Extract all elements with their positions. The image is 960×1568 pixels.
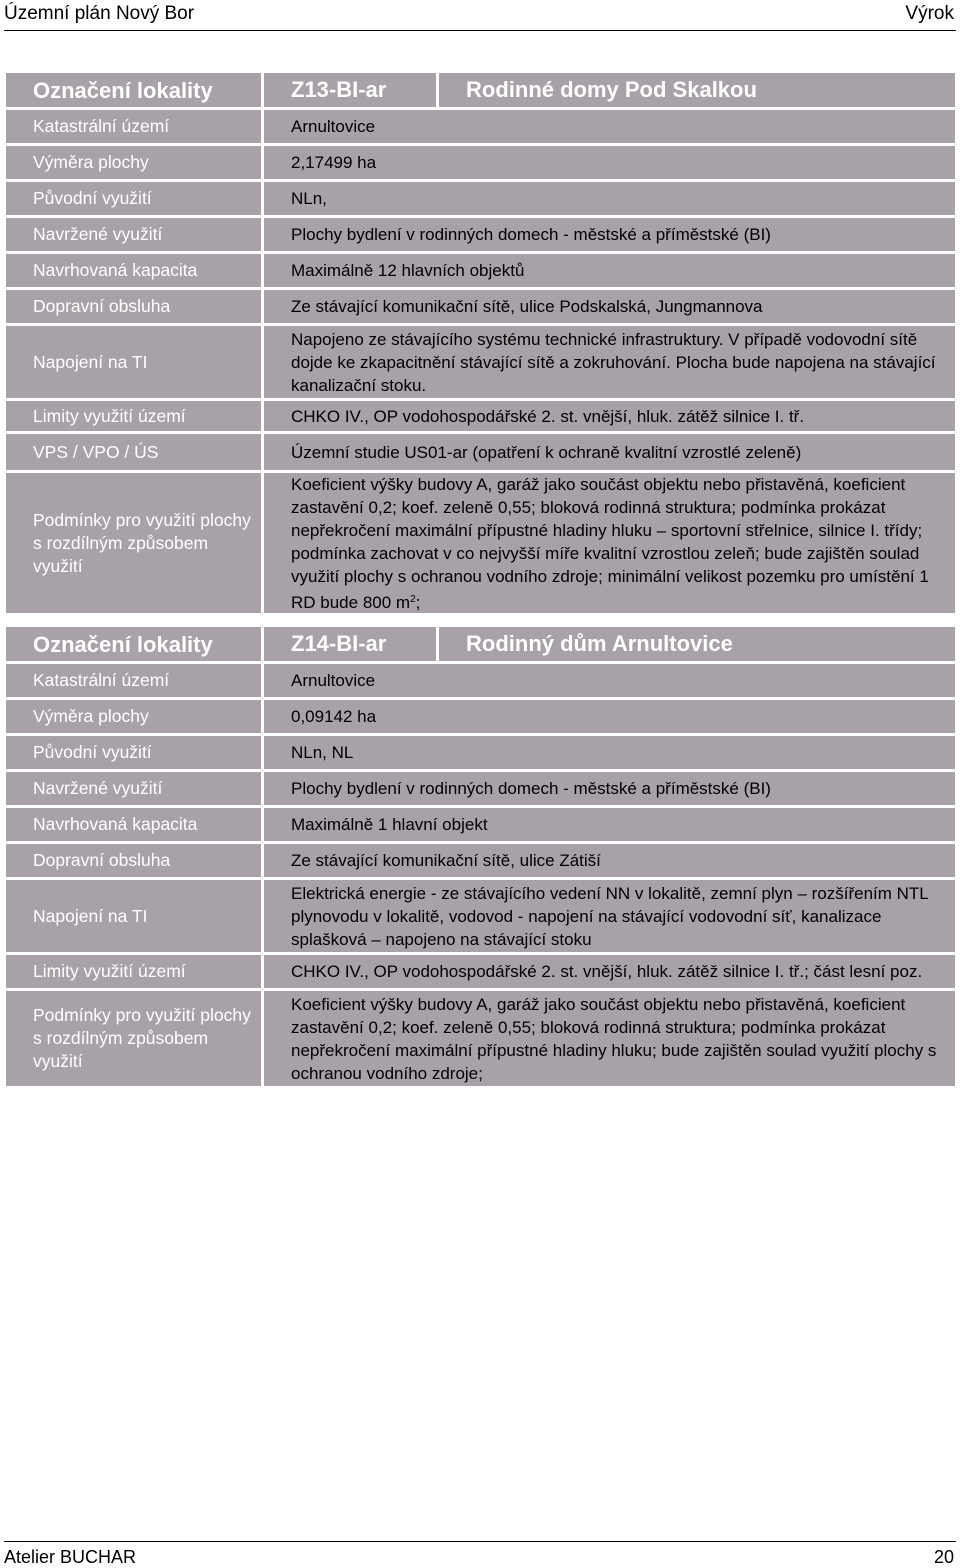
row-label: Limity využití území [6, 401, 261, 431]
row-label: Původní využití [6, 736, 261, 769]
company-name: Atelier BUCHAR [4, 1547, 137, 1567]
row-label: Podmínky pro využití plochy s rozdílným způsobem využití [6, 991, 261, 1086]
locality-name: Rodinný dům Arnultovice [439, 627, 955, 661]
table-row [6, 401, 955, 431]
table-row [6, 772, 955, 805]
locality-code: Z13-BI-ar [264, 73, 436, 107]
row-label: Dopravní obsluha [6, 290, 261, 323]
locality-table-z14 [6, 627, 955, 1089]
table-row [6, 434, 955, 470]
superscript: 2 [410, 593, 416, 605]
row-value: Plochy bydlení v rodinných domech - městské a příměstské (BI) [264, 218, 955, 251]
row-label: Navržené využití [6, 218, 261, 251]
table-row [6, 808, 955, 841]
row-label: Výměra plochy [6, 146, 261, 179]
row-value: Územní studie US01-ar (opatření k ochraně kvalitní vzrostlé zeleně) [264, 434, 955, 470]
row-value: Maximálně 1 hlavní objekt [264, 808, 955, 841]
title-row [6, 73, 955, 107]
row-label: Katastrální území [6, 110, 261, 143]
row-value: CHKO IV., OP vodohospodářské 2. st. vnější, hluk. zátěž silnice I. tř.; část lesní poz. [264, 955, 955, 988]
locality-table-z13 [6, 73, 955, 616]
row-value: Plochy bydlení v rodinných domech - městské a příměstské (BI) [264, 772, 955, 805]
table-row [6, 110, 955, 143]
row-label: Napojení na TI [6, 326, 261, 398]
table-row [6, 218, 955, 251]
table-row [6, 844, 955, 877]
table-row [6, 473, 955, 613]
row-label: Navržené využití [6, 772, 261, 805]
table-row [6, 991, 955, 1086]
title-row [6, 627, 955, 661]
row-label: Původní využití [6, 182, 261, 215]
title-label: Označení lokality [6, 73, 261, 107]
row-value: Elektrická energie - ze stávajícího vedení NN v lokalitě, zemní plyn – rozšířením NTL plynovodu v lokalitě, vodovod - napojení na stávající vodovodní síť, kanalizace splašková – napojeno na stávající stoku [264, 880, 955, 952]
table-row [6, 254, 955, 287]
row-value-text: Koeficient výšky budovy A, garáž jako součást objektu nebo přistavěná, koeficient zastavění 0,2; koef. zeleně 0,55; bloková rodinná struktura; podmínka prokázat nepřekročení maximální přípustné hladiny hluku – sportovní střelnice, silnice I. třídy; podmínka zachovat v co nejvyšší míře kvalitní vzrostlou zeleň; bude zajištěn soulad využití plochy s ochranou vodního zdroje; minimální velikost pozemku pro umístění 1 RD bude 800 m [291, 474, 929, 612]
table-row [6, 326, 955, 398]
row-label: Navrhovaná kapacita [6, 808, 261, 841]
table-row [6, 880, 955, 952]
row-value: Ze stávající komunikační sítě, ulice Zátiší [264, 844, 955, 877]
row-label: VPS / VPO / ÚS [6, 434, 261, 470]
row-value: Arnultovice [264, 110, 955, 143]
section-name: Výrok [905, 3, 954, 24]
row-value: CHKO IV., OP vodohospodářské 2. st. vnější, hluk. zátěž silnice I. tř. [264, 401, 955, 431]
row-value: 2,17499 ha [264, 146, 955, 179]
table-row [6, 182, 955, 215]
row-value: Arnultovice [264, 664, 955, 697]
row-label: Výměra plochy [6, 700, 261, 733]
row-label: Podmínky pro využití plochy s rozdílným způsobem využití [6, 473, 261, 613]
row-value: Ze stávající komunikační sítě, ulice Podskalská, Jungmannova [264, 290, 955, 323]
row-value: 0,09142 ha [264, 700, 955, 733]
title-label: Označení lokality [6, 627, 261, 661]
row-label: Napojení na TI [6, 880, 261, 952]
table-row [6, 955, 955, 988]
row-label: Limity využití území [6, 955, 261, 988]
locality-name: Rodinné domy Pod Skalkou [439, 73, 955, 107]
row-value-tail: ; [415, 592, 421, 612]
row-label: Navrhovaná kapacita [6, 254, 261, 287]
table-row [6, 664, 955, 697]
document-title: Územní plán Nový Bor [4, 3, 195, 24]
row-label: Katastrální území [6, 664, 261, 697]
table-row [6, 290, 955, 323]
row-value: NLn, [264, 182, 955, 215]
page-footer [4, 1541, 956, 1567]
row-value: NLn, NL [264, 736, 955, 769]
row-value: Koeficient výšky budovy A, garáž jako součást objektu nebo přistavěná, koeficient zastavění 0,2; koef. zeleně 0,55; bloková rodinná struktura; podmínka prokázat nepřekročení maximální přípustné hladiny hluku; bude zajištěn soulad využití plochy s ochranou vodního zdroje; [264, 991, 955, 1086]
table-row [6, 146, 955, 179]
locality-code: Z14-BI-ar [264, 627, 436, 661]
row-value [264, 473, 955, 613]
row-label: Dopravní obsluha [6, 844, 261, 877]
page-number: 20 [933, 1547, 954, 1567]
table-row [6, 736, 955, 769]
row-value: Maximálně 12 hlavních objektů [264, 254, 955, 287]
row-value: Napojeno ze stávajícího systému technické infrastruktury. V případě vodovodní sítě dojde ke zkapacitnění stávající sítě a zokruhování. Plocha bude napojena na stávající kanalizační stoku. [264, 326, 955, 398]
page-header [4, 0, 956, 31]
table-row [6, 700, 955, 733]
